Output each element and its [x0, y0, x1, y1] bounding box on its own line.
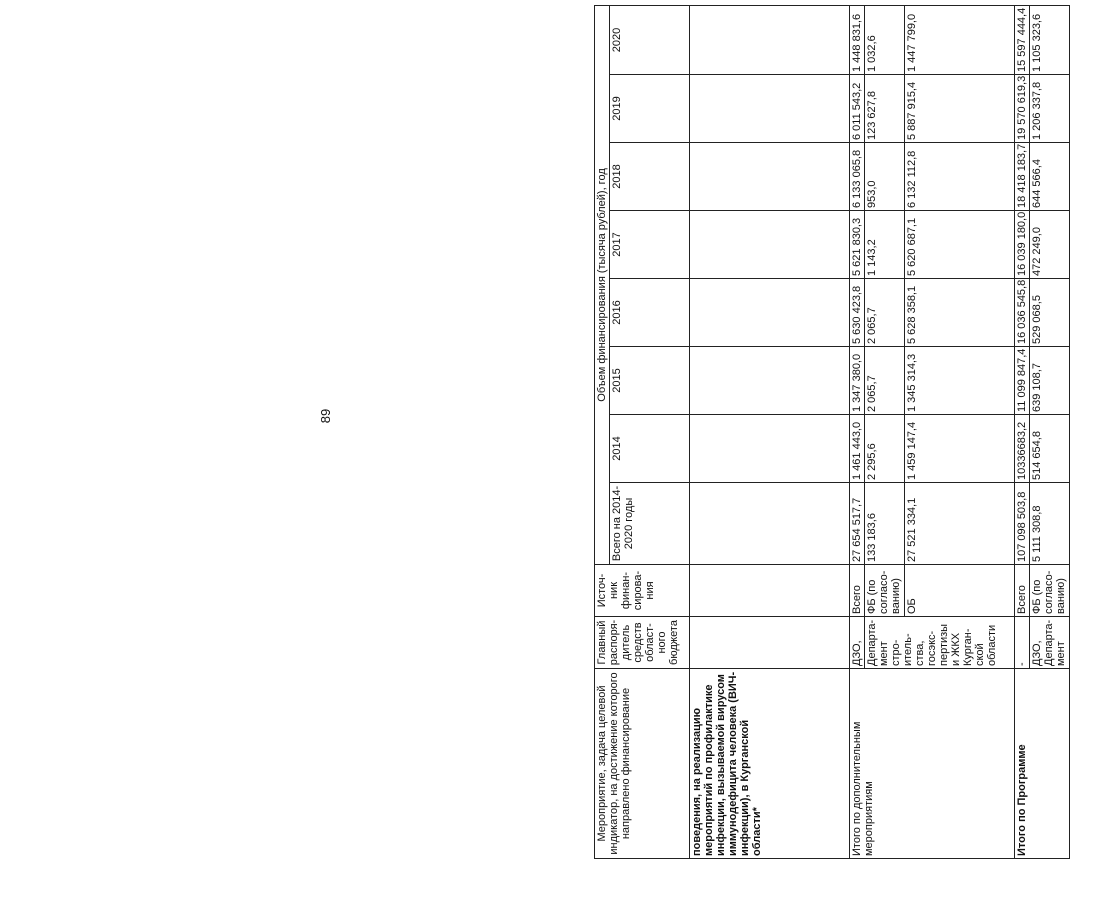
empty-cell [690, 279, 850, 347]
value-cell: 6 132 112,8 [905, 143, 1015, 211]
value-cell: 5 887 915,4 [905, 75, 1015, 143]
continuation-text: поведения, на реализацию мероприятий по профилактике инфекции, вызываемой вирусом иммунодефицита человека (ВИЧ-инфекции), в Курганской области* [690, 669, 850, 859]
value-cell: 953,0 [865, 143, 905, 211]
value-cell: 644 566,4 [1030, 143, 1070, 211]
source-cell: ФБ (по согласо-ванию) [865, 565, 905, 617]
value-cell: 10336683,2 [1015, 415, 1030, 483]
header-year: 2016 [610, 279, 690, 347]
empty-cell [690, 5, 850, 74]
source-cell: Всего [850, 565, 865, 617]
value-cell: 2 295,6 [865, 415, 905, 483]
manager-cell: ДЗО, Департа-мент [1030, 617, 1070, 669]
value-cell: 6 133 065,8 [850, 143, 865, 211]
value-cell: 1 105 323,6 [1030, 5, 1070, 74]
value-cell: 1 461 443,0 [850, 415, 865, 483]
additional-manager-2: Департа-мент стро-итель-ства, госэкс-пертизы и ЖКХ Курган-ской области [865, 617, 1015, 669]
empty-cell [690, 211, 850, 279]
value-cell: 15 597 444,4 [1015, 5, 1030, 74]
header-year: 2018 [610, 143, 690, 211]
empty-cell [690, 483, 850, 565]
total-cell: 27 521 334,1 [905, 483, 1015, 565]
value-cell: 1 032,6 [865, 5, 905, 74]
header-year: 2019 [610, 75, 690, 143]
manager-cell: - [1015, 617, 1030, 669]
value-cell: 1 347 380,0 [850, 347, 865, 415]
value-cell: 1 345 314,3 [905, 347, 1015, 415]
additional-manager-1: ДЗО, [850, 617, 865, 669]
value-cell: 1 448 831,6 [850, 5, 865, 74]
header-year: 2014 [610, 415, 690, 483]
header-funding-group: Объем финансирования (тысяча рублей), год [595, 5, 610, 564]
empty-cell [690, 565, 850, 617]
value-cell: 18 418 183,7 [1015, 143, 1030, 211]
additional-label: Итого по дополнительным мероприятиям [850, 669, 1015, 859]
value-cell: 5 621 830,3 [850, 211, 865, 279]
value-cell: 16 036 545,8 [1015, 279, 1030, 347]
value-cell: 16 039 180,0 [1015, 211, 1030, 279]
rotated-table-wrapper [594, 6, 1111, 859]
total-cell: 107 098 503,8 [1015, 483, 1030, 565]
program-label: Итого по Программе [1015, 669, 1070, 859]
value-cell: 5 628 358,1 [905, 279, 1015, 347]
empty-cell [690, 617, 850, 669]
value-cell: 514 654,8 [1030, 415, 1070, 483]
header-year: 2020 [610, 5, 690, 74]
value-cell: 5 620 687,1 [905, 211, 1015, 279]
header-measure: Мероприятие, задача целевой индикатор, на достижение которого направлено финансирование [595, 669, 690, 859]
funding-table [594, 5, 1070, 859]
header-manager: Главный распоря-дитель средств област-ного бюджета [595, 617, 690, 669]
total-cell: 27 654 517,7 [850, 483, 865, 565]
source-cell: ФБ (по согласо-ванию) [1030, 565, 1070, 617]
value-cell: 1 206 337,8 [1030, 75, 1070, 143]
total-cell: 5 111 308,8 [1030, 483, 1070, 565]
empty-cell [690, 347, 850, 415]
header-year: 2015 [610, 347, 690, 415]
value-cell: 1 447 799,0 [905, 5, 1015, 74]
value-cell: 1 459 147,4 [905, 415, 1015, 483]
value-cell: 11 099 847,4 [1015, 347, 1030, 415]
value-cell: 5 630 423,8 [850, 279, 865, 347]
page-number: 89 [318, 408, 333, 424]
value-cell: 1 143,2 [865, 211, 905, 279]
value-cell: 472 249,0 [1030, 211, 1070, 279]
value-cell: 529 068,5 [1030, 279, 1070, 347]
value-cell: 639 108,7 [1030, 347, 1070, 415]
source-cell: Всего [1015, 565, 1030, 617]
header-total: Всего на 2014-2020 годы [610, 483, 690, 565]
total-cell: 133 183,6 [865, 483, 905, 565]
value-cell: 2 065,7 [865, 347, 905, 415]
header-source: Источ-ник финан-сирова-ния [595, 565, 690, 617]
header-year: 2017 [610, 211, 690, 279]
value-cell: 2 065,7 [865, 279, 905, 347]
empty-cell [690, 75, 850, 143]
source-cell: ОБ [905, 565, 1015, 617]
value-cell: 19 570 619,3 [1015, 75, 1030, 143]
value-cell: 123 627,8 [865, 75, 905, 143]
value-cell: 6 011 543,2 [850, 75, 865, 143]
empty-cell [690, 143, 850, 211]
empty-cell [690, 415, 850, 483]
